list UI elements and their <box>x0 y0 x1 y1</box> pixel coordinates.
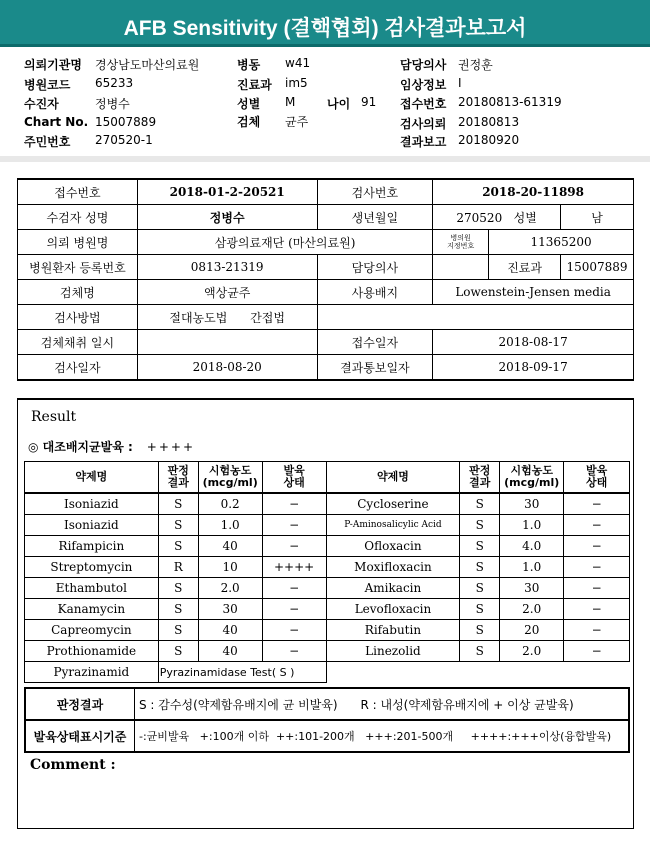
col-drug: 약제명 <box>25 462 159 494</box>
method-2: 간접법 <box>250 310 285 325</box>
test-date-label: 검사일자 <box>18 355 138 381</box>
age-label: 나이 <box>327 97 351 111</box>
drug-growth: − <box>262 515 326 536</box>
drug-name: Amikacin <box>326 578 460 599</box>
sex-label: 성별 <box>513 210 537 225</box>
drug-result: S <box>460 578 500 599</box>
col-growth-1: 발육 <box>283 464 305 477</box>
col-conc-1: 시험농도 <box>208 464 252 477</box>
drug-result: S <box>158 493 198 515</box>
drug-result: S <box>460 620 500 641</box>
chart-label: Chart No. <box>24 115 89 129</box>
drug-row <box>25 641 630 662</box>
drug-name: Isoniazid <box>25 493 159 515</box>
drug-result: S <box>460 599 500 620</box>
media-label: 사용배지 <box>317 280 433 305</box>
receipt-label: 접수번호 <box>400 97 447 111</box>
drug-name: Rifampicin <box>25 536 159 557</box>
drug-name: Prothionamide <box>25 641 159 662</box>
pza-label: Pyrazinamid <box>25 662 159 683</box>
drug-name: Kanamycin <box>25 599 159 620</box>
chart-value: 15007889 <box>95 115 157 129</box>
drug-row <box>25 599 630 620</box>
result-title: Result <box>31 409 77 425</box>
pza-value: Pyrazinamidase Test( S ) <box>158 662 326 683</box>
test-no-value: 2018-20-11898 <box>433 179 634 205</box>
patient-info-table <box>17 178 634 381</box>
drug-result: S <box>460 641 500 662</box>
drug-conc: 40 <box>198 620 262 641</box>
report-title: AFB Sensitivity (결핵협회) 검사결과보고서 <box>0 0 650 45</box>
dept-value: 15007889 <box>561 255 634 280</box>
control-growth-value: ++++ <box>146 440 195 454</box>
report-label: 결과보고 <box>400 135 447 149</box>
age-value: 91 <box>361 95 377 109</box>
ward-label: 병동 <box>237 58 261 72</box>
drug-result: R <box>158 557 198 578</box>
collector-label: 수진자 <box>24 97 59 111</box>
notify-label: 결과통보일자 <box>317 355 433 381</box>
drug-result: S <box>158 599 198 620</box>
legend-judge-value <box>135 688 630 720</box>
drug-conc: 30 <box>500 493 564 515</box>
drug-name: Moxifloxacin <box>326 557 460 578</box>
drug-growth: − <box>564 536 630 557</box>
sex-value: 남 <box>561 205 634 230</box>
received-value: 2018-08-17 <box>433 330 634 355</box>
dept-label: 진료과 <box>237 78 272 92</box>
drug-name: Rifabutin <box>326 620 460 641</box>
title-underline <box>0 44 650 47</box>
control-growth-label: ◎ 대조배지균발육 : <box>28 440 133 454</box>
drug-growth: − <box>564 515 630 536</box>
clinical-value: I <box>458 76 462 90</box>
col-growth2-2: 상태 <box>585 476 608 489</box>
drug-conc: 40 <box>198 641 262 662</box>
drug-row <box>25 515 630 536</box>
request-value: 20180813 <box>458 115 520 129</box>
drug-rows <box>25 493 630 662</box>
code-value: 65233 <box>95 76 134 90</box>
collect-value <box>137 330 317 355</box>
drug-name: Linezolid <box>326 641 460 662</box>
method-blank <box>317 305 634 330</box>
comment-label: Comment : <box>30 757 116 773</box>
drug-result: S <box>460 515 500 536</box>
request-label: 검사의뢰 <box>400 117 447 131</box>
drug-growth: − <box>262 641 326 662</box>
drug-name: Levofloxacin <box>326 599 460 620</box>
drug-result: S <box>460 536 500 557</box>
drug-row <box>25 493 630 515</box>
drug-result: S <box>158 620 198 641</box>
media-value: Lowenstein-Jensen media <box>433 280 634 305</box>
drug-growth: − <box>564 557 630 578</box>
doctor-value: 권정훈 <box>458 58 493 72</box>
col-judge-1: 판정 <box>167 464 189 477</box>
doctor-value <box>433 255 489 280</box>
code-label-1: 병의원 <box>450 234 471 242</box>
drug-name: Ethambutol <box>25 578 159 599</box>
legend-growth-label: 발육상태표시기준 <box>25 720 135 752</box>
code-value: 11365200 <box>489 230 634 255</box>
col-drug-2: 약제명 <box>326 462 460 494</box>
drug-result: S <box>158 578 198 599</box>
drug-row <box>25 620 630 641</box>
dept-value: im5 <box>285 76 308 90</box>
drug-conc: 40 <box>198 536 262 557</box>
doctor-label: 담당의사 <box>317 255 433 280</box>
result-section <box>17 398 634 829</box>
drug-growth: − <box>262 599 326 620</box>
legend-growth-value: -:균비발육 +:100개 이하 ++:101-200개 +++:201-500개 ++++:+++이상(융합발육) <box>135 720 630 752</box>
pza-blank <box>326 662 629 683</box>
hospital-label: 의뢰기관명 <box>24 58 82 72</box>
drug-result: S <box>460 557 500 578</box>
birth-label: 생년월일 <box>317 205 433 230</box>
drug-conc: 30 <box>500 578 564 599</box>
code-label-2: 지정번호 <box>447 242 475 250</box>
legend-judge-s: S : 감수성(약제함유배지에 균 비발육) <box>139 697 338 712</box>
drug-growth: − <box>564 493 630 515</box>
patient-no-label: 병원환자 등록번호 <box>18 255 138 280</box>
drug-conc: 1.0 <box>198 515 262 536</box>
drug-growth: − <box>564 620 630 641</box>
report-value: 20180920 <box>458 133 520 147</box>
rrn-value: 270520-1 <box>95 133 153 147</box>
col-judge <box>158 462 198 494</box>
receipt-value: 20180813-61319 <box>458 95 562 109</box>
birth-value <box>433 205 561 230</box>
patient-no-value: 0813-21319 <box>137 255 317 280</box>
drug-name: P-Aminosalicylic Acid <box>326 515 460 536</box>
drug-conc: 10 <box>198 557 262 578</box>
collect-label: 검체채취 일시 <box>18 330 138 355</box>
col-growth-2: 상태 <box>283 476 305 489</box>
rrn-label: 주민번호 <box>24 135 71 149</box>
drug-growth: − <box>262 620 326 641</box>
doctor-label: 담당의사 <box>400 58 447 72</box>
drug-result: S <box>460 493 500 515</box>
ward-value: w41 <box>285 56 311 70</box>
method-value <box>137 305 317 330</box>
drug-name: Isoniazid <box>25 515 159 536</box>
col-growth <box>262 462 326 494</box>
drug-growth: ++++ <box>262 557 326 578</box>
receipt-no-label: 접수번호 <box>18 179 138 205</box>
pza-row <box>25 662 630 683</box>
col-conc2-2: (mcg/ml) <box>504 476 560 489</box>
drug-growth: − <box>262 493 326 515</box>
collector-value: 정병수 <box>95 97 130 111</box>
notify-value: 2018-09-17 <box>433 355 634 381</box>
method-1: 절대농도법 <box>169 310 228 325</box>
hospital-value: 경상남도마산의료원 <box>95 58 200 72</box>
col-conc-2: (mcg/ml) <box>202 476 258 489</box>
drug-conc: 2.0 <box>500 641 564 662</box>
drug-conc: 2.0 <box>198 578 262 599</box>
code-label <box>433 230 489 255</box>
drug-growth: − <box>262 536 326 557</box>
name-value: 정병수 <box>137 205 317 230</box>
drug-conc: 30 <box>198 599 262 620</box>
drug-row <box>25 557 630 578</box>
drug-growth: − <box>564 599 630 620</box>
header-divider <box>0 156 650 162</box>
col-judge2-1: 판정 <box>469 464 491 477</box>
drug-conc: 1.0 <box>500 557 564 578</box>
drug-row <box>25 578 630 599</box>
dept-label: 진료과 <box>489 255 561 280</box>
legend-judge-r: R : 내성(약제함유배지에 + 이상 균발육) <box>360 697 574 712</box>
drug-growth: − <box>564 641 630 662</box>
specimen-value: 균주 <box>285 115 309 129</box>
col-growth-2col <box>564 462 630 494</box>
received-label: 접수일자 <box>317 330 433 355</box>
drug-growth: − <box>564 578 630 599</box>
code-label: 병원코드 <box>24 78 71 92</box>
drug-growth: − <box>262 578 326 599</box>
drug-name: Cycloserine <box>326 493 460 515</box>
col-judge2-2: 결과 <box>469 476 491 489</box>
legend-judge-label: 판정결과 <box>25 688 135 720</box>
drug-name: Capreomycin <box>25 620 159 641</box>
control-growth <box>28 438 195 455</box>
col-conc2-1: 시험농도 <box>510 464 553 477</box>
drug-name: Ofloxacin <box>326 536 460 557</box>
col-judge-2: 결과 <box>167 476 189 489</box>
sex-value: M <box>285 95 296 109</box>
col-conc <box>198 462 262 494</box>
drug-table-header <box>25 462 630 494</box>
receipt-no-value: 2018-01-2-20521 <box>137 179 317 205</box>
hospital-value: 삼광의료재단 (마산의료원) <box>137 230 432 255</box>
drug-conc: 0.2 <box>198 493 262 515</box>
sex-label: 성별 <box>237 97 261 111</box>
drug-row <box>25 536 630 557</box>
test-no-label: 검사번호 <box>317 179 433 205</box>
hospital-label: 의뢰 병원명 <box>18 230 138 255</box>
drug-sensitivity-table <box>24 461 630 683</box>
drug-conc: 4.0 <box>500 536 564 557</box>
legend-table <box>24 687 630 753</box>
drug-result: S <box>158 515 198 536</box>
drug-name: Streptomycin <box>25 557 159 578</box>
specimen-value: 액상균주 <box>137 280 317 305</box>
drug-conc: 1.0 <box>500 515 564 536</box>
col-conc-2col <box>500 462 564 494</box>
clinical-label: 임상정보 <box>400 78 447 92</box>
drug-conc: 2.0 <box>500 599 564 620</box>
test-date-value: 2018-08-20 <box>137 355 317 381</box>
col-judge-2col <box>460 462 500 494</box>
drug-result: S <box>158 536 198 557</box>
method-label: 검사방법 <box>18 305 138 330</box>
drug-conc: 20 <box>500 620 564 641</box>
drug-result: S <box>158 641 198 662</box>
specimen-label: 검체 <box>237 115 261 129</box>
birth-text: 270520 <box>456 210 503 225</box>
col-growth2-1: 발육 <box>585 464 608 477</box>
name-label: 수검자 성명 <box>18 205 138 230</box>
specimen-label: 검체명 <box>18 280 138 305</box>
